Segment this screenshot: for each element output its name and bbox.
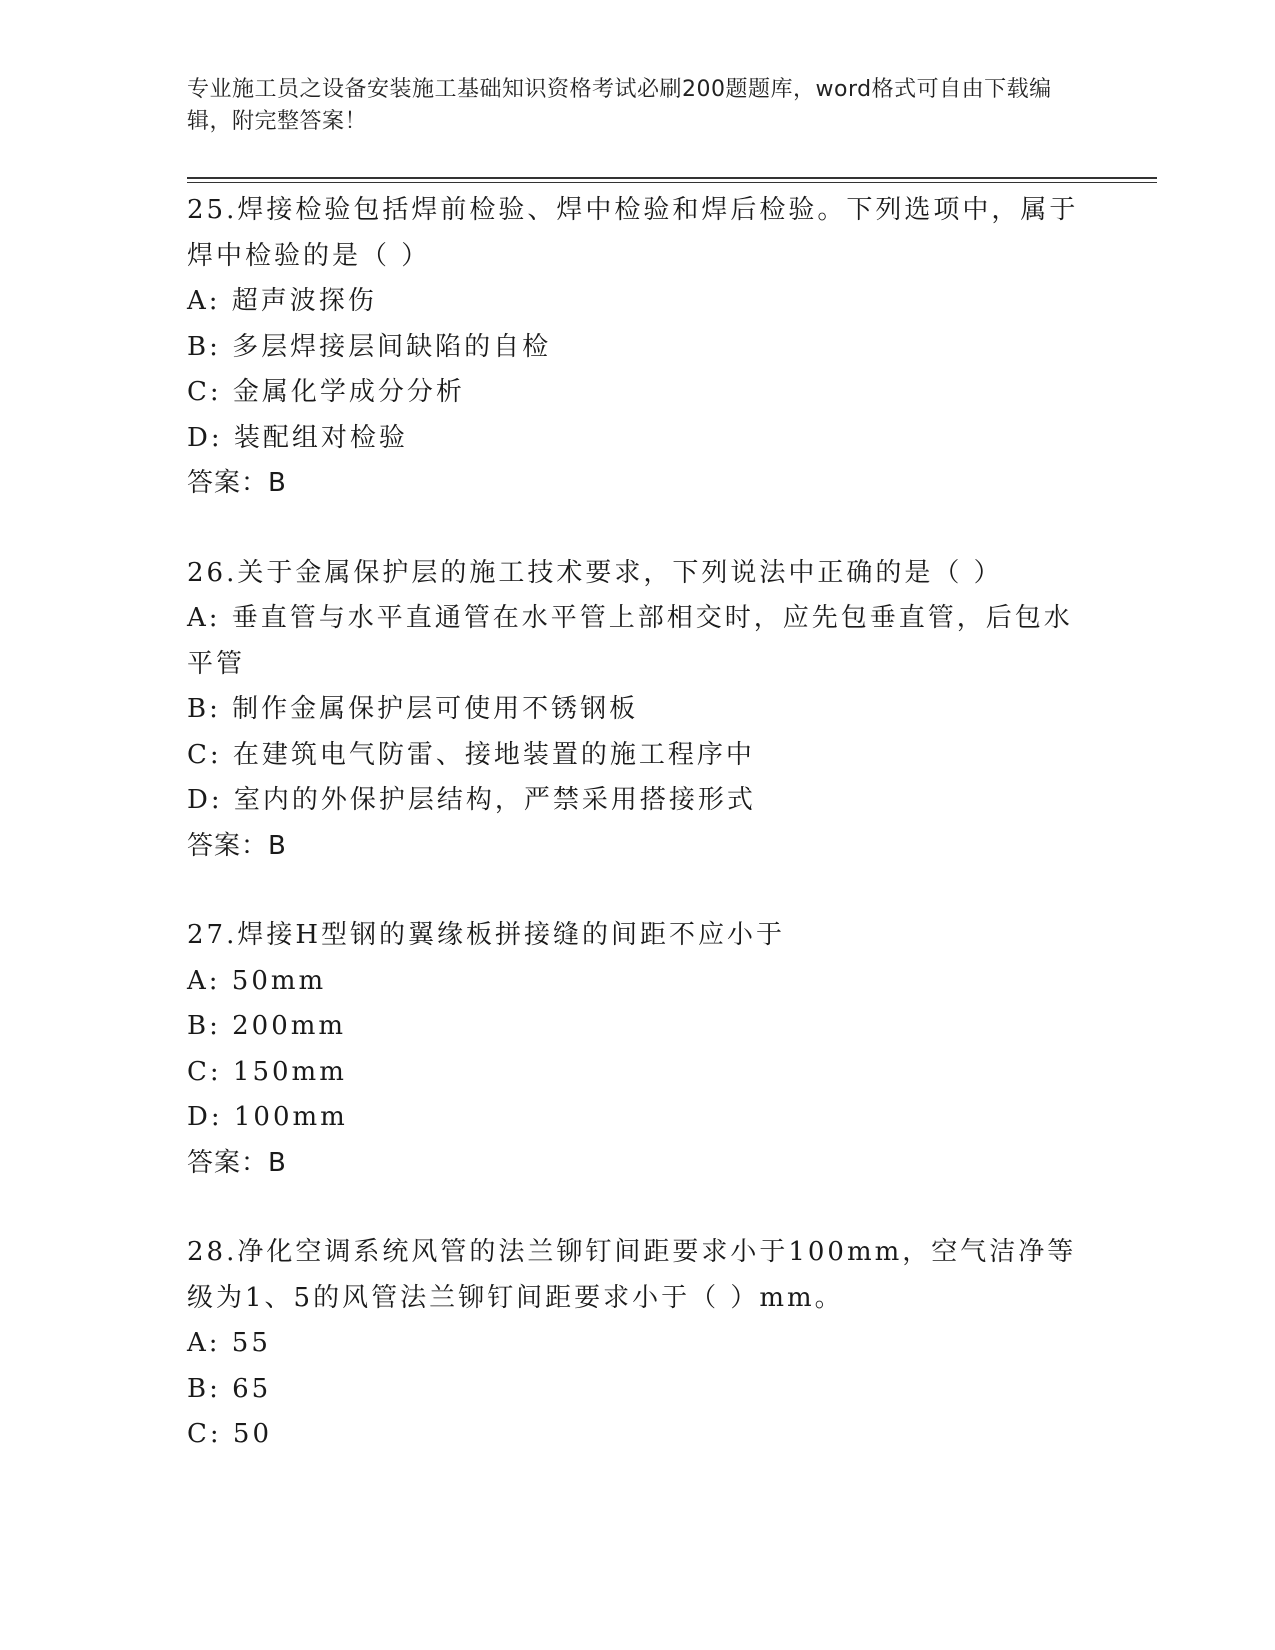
answer: 答案：B <box>187 830 287 861</box>
option-a: A: 55 <box>187 1328 271 1358</box>
option-c: C: 在建筑电气防雷、接地装置的施工程序中 <box>187 739 755 770</box>
option-a: A: 50mm <box>187 965 327 996</box>
option-d: D: 室内的外保护层结构，严禁采用搭接形式 <box>187 785 756 815</box>
option-a: A: 垂直管与水平直通管在水平管上部相交时，应先包垂直管，后包水平管 <box>187 603 1073 679</box>
option-b: B: 制作金属保护层可使用不锈钢板 <box>187 694 639 724</box>
question-26 <box>187 551 1087 870</box>
question-stem: 28.净化空调系统风管的法兰铆钉间距要求小于100mm，空气洁净等级为1、5的风管法兰铆钉间距要求小于（ ）mm。 <box>187 1237 1077 1313</box>
answer: 答案：B <box>187 468 287 498</box>
question-27 <box>187 913 1087 1186</box>
option-d: D: 装配组对检验 <box>187 422 408 453</box>
question-stem: 27.焊接H型钢的翼缘板拼接缝的间距不应小于 <box>187 920 786 950</box>
question-stem: 26.关于金属保护层的施工技术要求，下列说法中正确的是（ ） <box>187 557 1003 588</box>
option-c: C: 50 <box>187 1419 273 1449</box>
question-28 <box>187 1230 1087 1458</box>
header-divider <box>187 177 1157 183</box>
question-stem: 25.焊接检验包括焊前检验、焊中检验和焊后检验。下列选项中，属于焊中检验的是（ ） <box>187 195 1079 271</box>
answer: 答案：B <box>187 1147 287 1178</box>
option-c: C: 金属化学成分分析 <box>187 377 465 407</box>
option-a: A: 超声波探伤 <box>187 286 377 316</box>
option-b: B: 多层焊接层间缺陷的自检 <box>187 331 552 362</box>
option-c: C: 150mm <box>187 1056 347 1087</box>
option-b: B: 200mm <box>187 1011 347 1041</box>
option-b: B: 65 <box>187 1373 272 1404</box>
document-header: 专业施工员之设备安装施工基础知识资格考试必刷200题题库，word格式可自由下载编辑，附完整答案！ <box>187 77 1052 134</box>
option-d: D: 100mm <box>187 1102 348 1132</box>
question-25 <box>187 188 1087 507</box>
question-list <box>187 188 1087 1502</box>
